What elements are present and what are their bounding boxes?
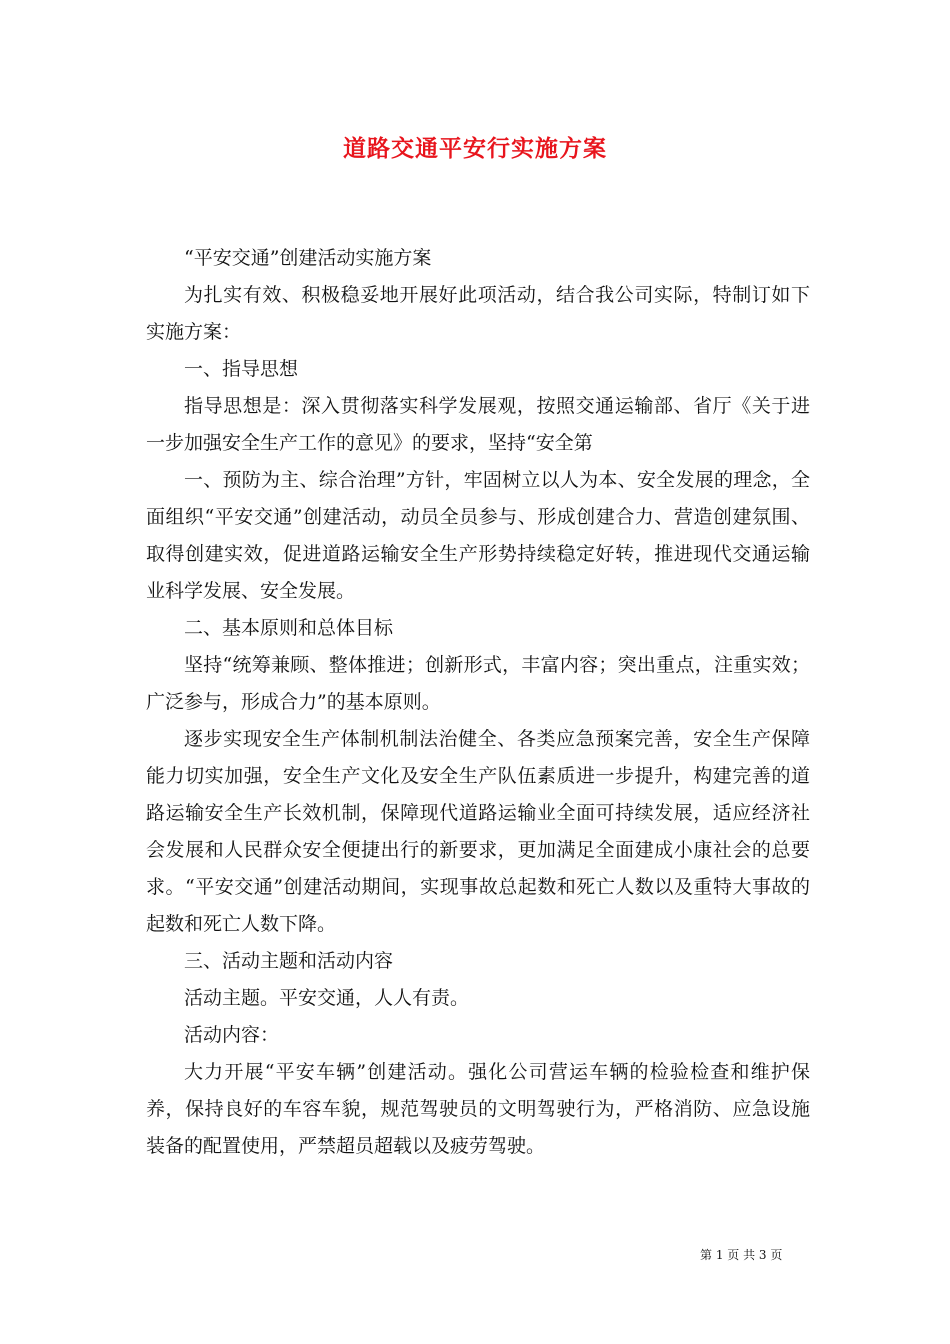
heading-theme-content: 三、活动主题和活动内容 — [184, 950, 394, 972]
paragraph-guiding-ideology: 指导思想是：深入贯彻落实科学发展观，按照交通运输部、省厅《关于进一步加强安全生产工作的意见》的要求，坚持“安全第 — [146, 395, 810, 454]
document-title: 道路交通平安行实施方案 — [343, 135, 607, 162]
document-body — [146, 240, 810, 1165]
paragraph-guiding-ideology-cont: 一、预防为主、综合治理”方针，牢固树立以人为本、安全发展的理念，全面组织“平安交通”创建活动，动员全员参与、形成创建合力、营造创建氛围、取得创建实效，促进道路运输安全生产形势持续稳定好转，推进现代交通运输业科学发展、安全发展。 — [146, 469, 810, 602]
page-indicator: 第 1 页 共 3 页 — [700, 1248, 783, 1262]
heading-guiding-ideology: 一、指导思想 — [184, 358, 299, 380]
paragraph-principles: 坚持“统筹兼顾、整体推进；创新形式，丰富内容；突出重点，注重实效；广泛参与，形成合力”的基本原则。 — [146, 654, 810, 713]
paragraph-goals: 逐步实现安全生产体制机制法治健全、各类应急预案完善，安全生产保障能力切实加强，安全生产文化及安全生产队伍素质进一步提升，构建完善的道路运输安全生产长效机制，保障现代道路运输业全面可持续发展，适应经济社会发展和人民群众安全便捷出行的新要求，更加满足全面建成小康社会的总要求。“平安交通”创建活动期间，实现事故总起数和死亡人数以及重特大事故的起数和死亡人数下降。 — [146, 728, 810, 935]
heading-principles-goals: 二、基本原则和总体目标 — [184, 617, 394, 639]
paragraph-content-label: 活动内容： — [184, 1024, 280, 1046]
paragraph-safe-vehicles: 大力开展“平安车辆”创建活动。强化公司营运车辆的检验检查和维护保养，保持良好的车容车貌，规范驾驶员的文明驾驶行为，严格消防、应急设施装备的配置使用，严禁超员超载以及疲劳驾驶。 — [146, 1061, 810, 1157]
paragraph-theme: 活动主题。平安交通，人人有责。 — [184, 987, 470, 1009]
paragraph-intro: 为扎实有效、积极稳妥地开展好此项活动，结合我公司实际，特制订如下实施方案： — [146, 284, 810, 343]
paragraph-subtitle: “平安交通”创建活动实施方案 — [184, 247, 432, 269]
